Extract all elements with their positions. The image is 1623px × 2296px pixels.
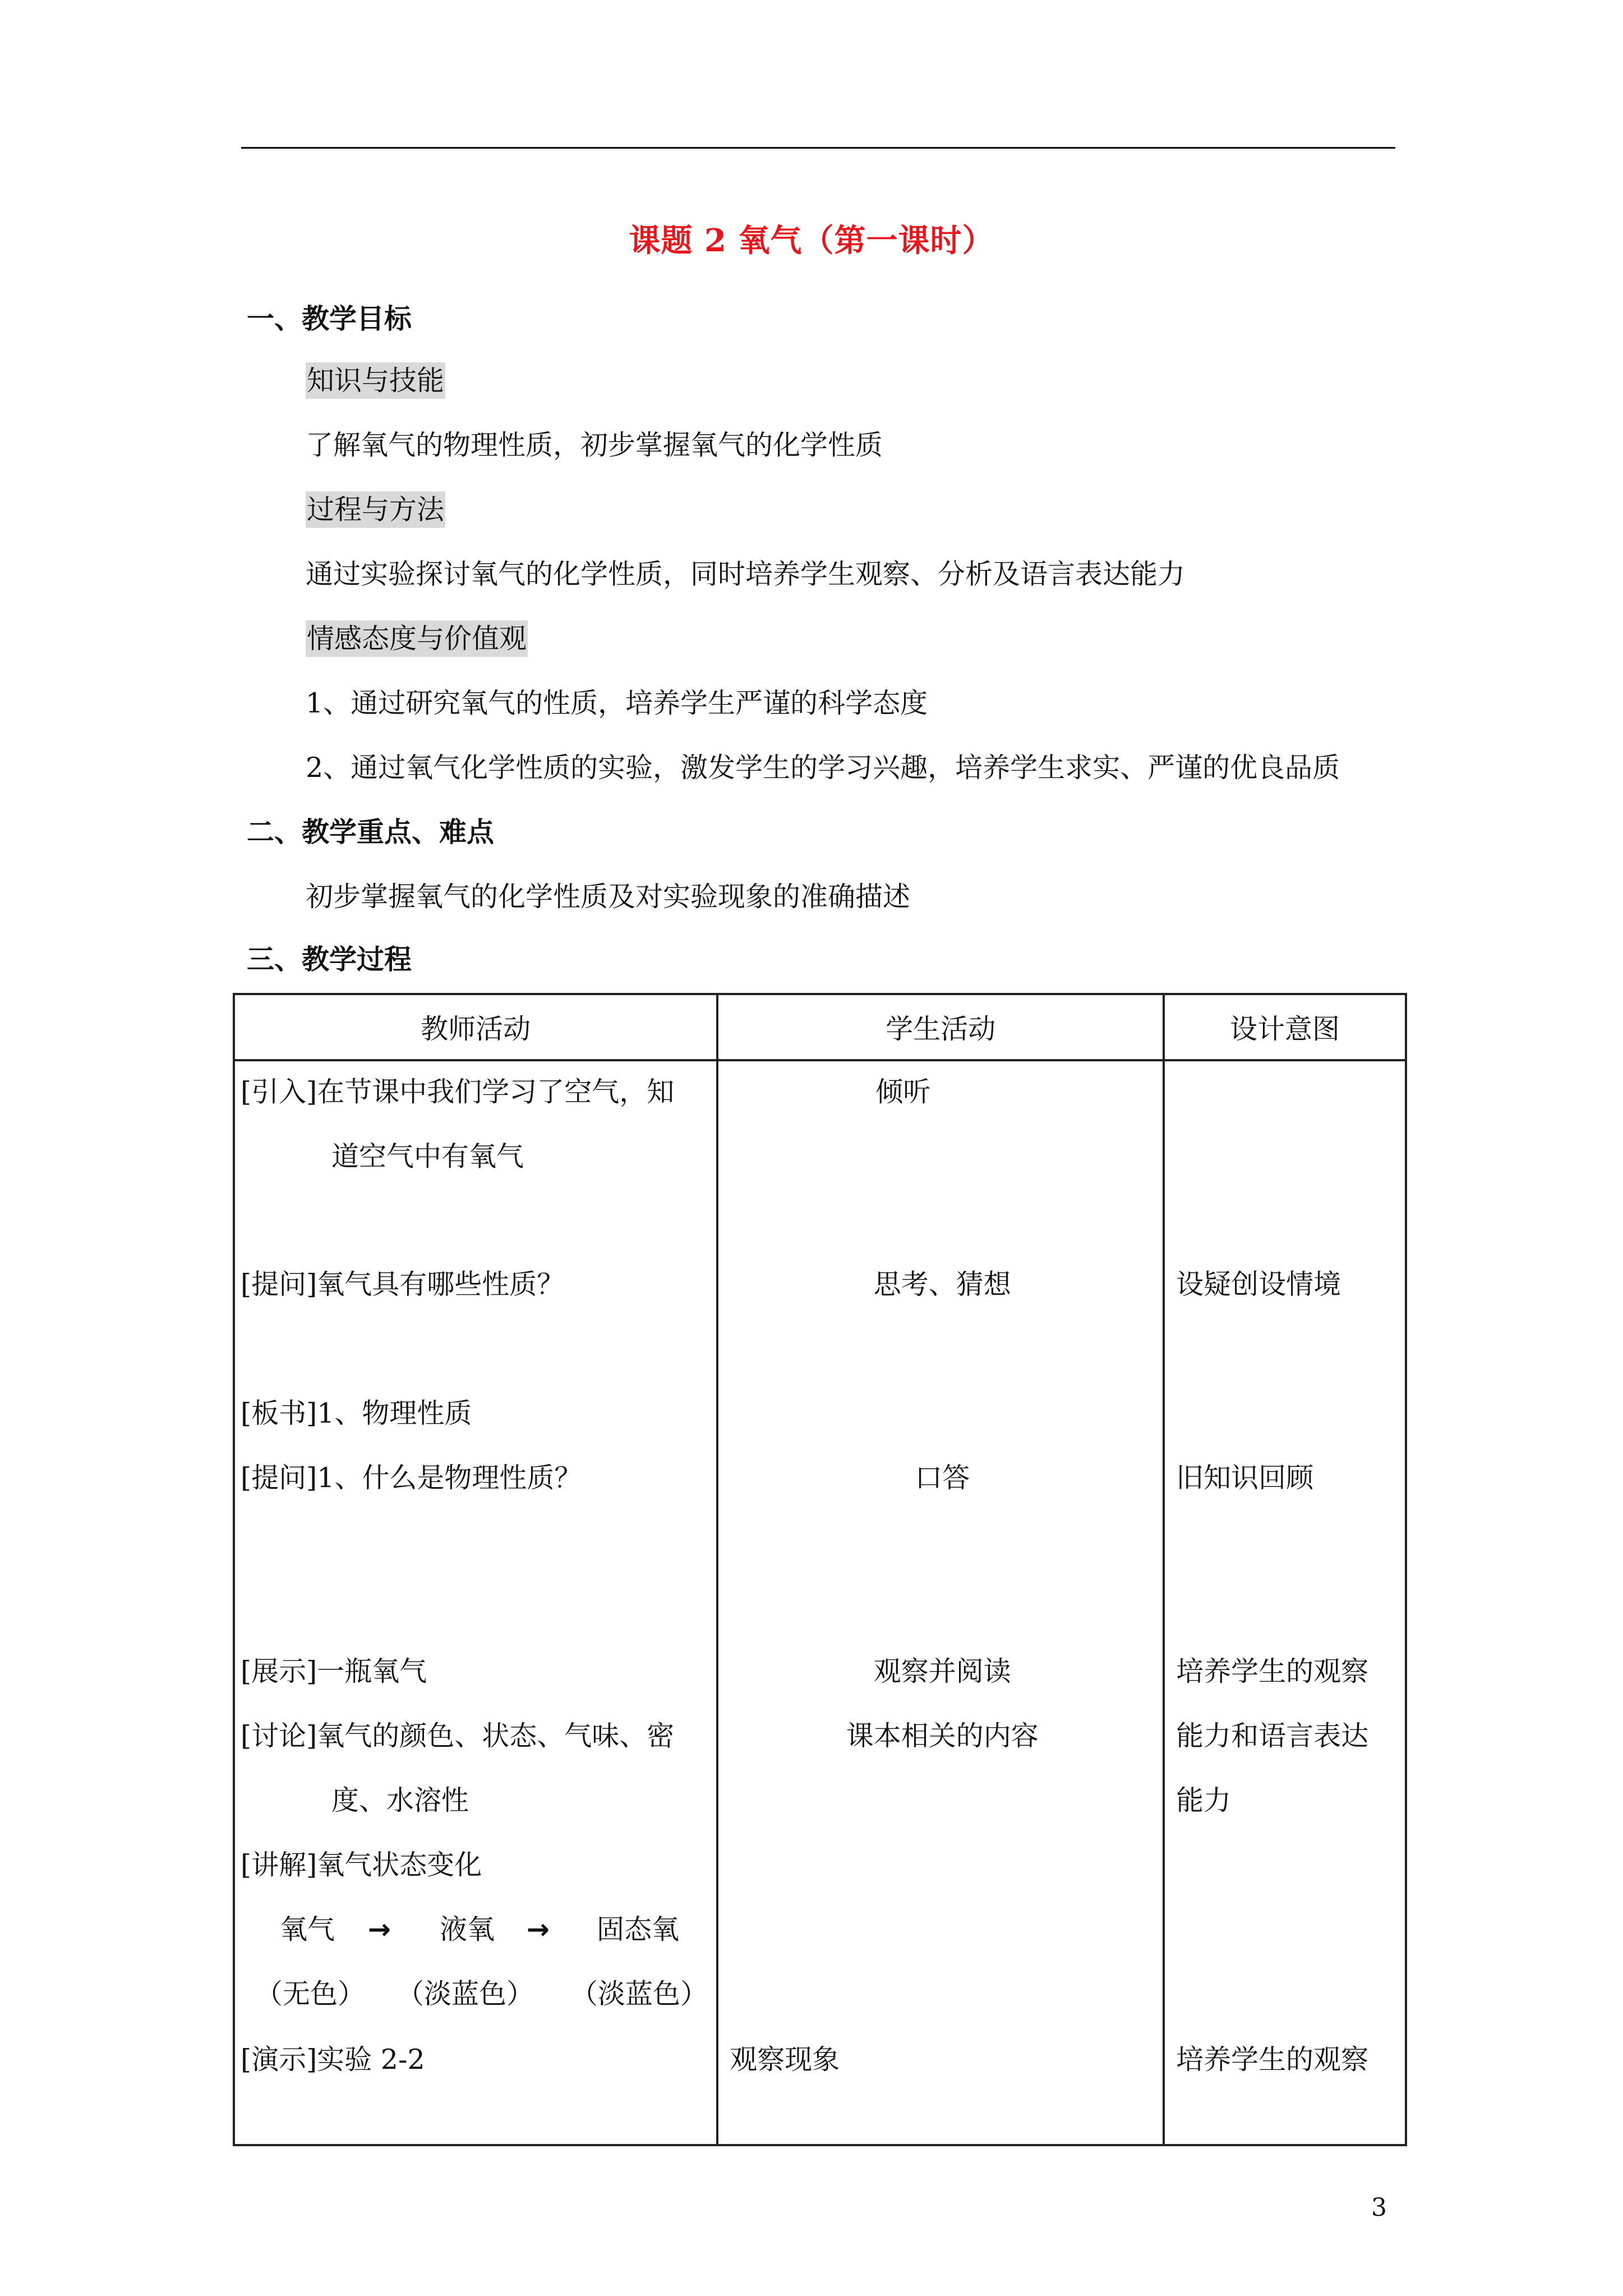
teaching-process-table xyxy=(233,993,1407,2146)
design-item: 能力 xyxy=(1176,1784,1232,1816)
emotion-label: 情感态度与价值观 xyxy=(306,617,528,656)
header-design: 设计意图 xyxy=(1164,994,1406,1060)
teacher-cell xyxy=(234,1060,717,2145)
teacher-show: [展示]一瓶氧气 xyxy=(241,1655,427,1687)
design-item: 设疑创设情境 xyxy=(1176,1268,1341,1300)
student-observe-line2: 课本相关的内容 xyxy=(846,1720,1039,1752)
arrow-icon: → xyxy=(368,1913,391,1945)
teacher-demo: [演示]实验 2-2 xyxy=(241,2044,425,2076)
color-liquid-oxygen: （淡蓝色） xyxy=(396,1978,534,2010)
state-liquid-oxygen: 液氧 xyxy=(440,1913,495,1945)
header-rule xyxy=(241,147,1395,149)
page-title: 课题 2 氧气（第一课时） xyxy=(629,222,994,259)
teacher-discuss-line2: 度、水溶性 xyxy=(331,1784,469,1816)
teacher-board: [板书]1、物理性质 xyxy=(241,1397,472,1429)
section1-heading: 一、教学目标 xyxy=(247,302,412,335)
design-item: 能力和语言表达 xyxy=(1176,1720,1369,1752)
teacher-question1: [提问]氧气具有哪些性质？ xyxy=(241,1268,565,1300)
student-observe-phenomenon: 观察现象 xyxy=(730,2044,840,2076)
header-student: 学生活动 xyxy=(717,994,1164,1060)
table-header-row xyxy=(234,994,1406,1060)
page-number: 3 xyxy=(1371,2193,1387,2222)
state-solid-oxygen: 固态氧 xyxy=(597,1913,680,1945)
state-oxygen-gas: 氧气 xyxy=(280,1913,335,1945)
section2-text: 初步掌握氧气的化学性质及对实验现象的准确描述 xyxy=(306,881,911,913)
teacher-intro-line1: [引入]在节课中我们学习了空气，知 xyxy=(241,1076,675,1108)
teacher-intro-line2: 道空气中有氧气 xyxy=(331,1140,524,1172)
process-label: 过程与方法 xyxy=(306,488,445,527)
emotion-item: 2、通过氧气化学性质的实验，激发学生的学习兴趣，培养学生求实、严谨的优良品质 xyxy=(306,752,1340,784)
arrow-icon: → xyxy=(527,1913,550,1945)
teacher-discuss-line1: [讨论]氧气的颜色、状态、气味、密 xyxy=(241,1720,675,1752)
design-cell xyxy=(1164,1060,1406,2145)
design-item: 旧知识回顾 xyxy=(1176,1462,1314,1494)
emotion-item: 1、通过研究氧气的性质，培养学生严谨的科学态度 xyxy=(306,687,928,719)
student-cell xyxy=(717,1060,1164,2145)
table-row xyxy=(234,1060,1406,2145)
knowledge-label: 知识与技能 xyxy=(306,359,445,398)
header-teacher: 教师活动 xyxy=(234,994,717,1060)
design-item: 培养学生的观察 xyxy=(1176,1655,1369,1687)
teacher-question2: [提问]1、什么是物理性质？ xyxy=(241,1462,582,1494)
section2-heading: 二、教学重点、难点 xyxy=(247,816,495,848)
color-oxygen-gas: （无色） xyxy=(255,1978,366,2010)
process-text: 通过实验探讨氧气的化学性质，同时培养学生观察、分析及语言表达能力 xyxy=(306,558,1186,590)
section3-heading: 三、教学过程 xyxy=(247,943,412,976)
design-item: 培养学生的观察 xyxy=(1176,2044,1369,2076)
student-think: 思考、猜想 xyxy=(873,1268,1011,1300)
teacher-explain: [讲解]氧气状态变化 xyxy=(241,1849,482,1881)
student-observe-line1: 观察并阅读 xyxy=(873,1655,1011,1687)
student-answer: 口答 xyxy=(915,1462,970,1494)
color-solid-oxygen: （淡蓝色） xyxy=(570,1978,708,2010)
knowledge-text: 了解氧气的物理性质，初步掌握氧气的化学性质 xyxy=(306,429,883,461)
student-listen: 倾听 xyxy=(875,1076,931,1108)
